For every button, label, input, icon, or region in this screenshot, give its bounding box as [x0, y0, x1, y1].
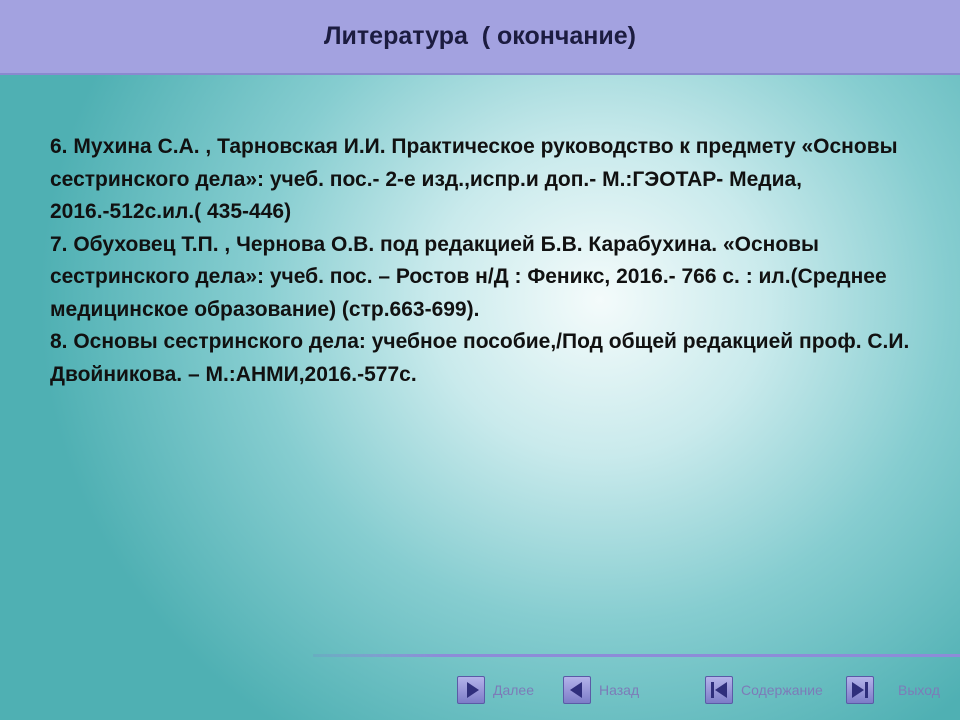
next-button[interactable]: [457, 676, 485, 704]
play-left-icon: [570, 682, 582, 698]
contents-label[interactable]: Содержание: [741, 682, 823, 698]
reference-item-8: 8. Основы сестринского дела: учебное пособие,/Под общей редакцией проф. С.И. Двойникова. – М.:АНМИ,2016.-577с.: [50, 330, 910, 386]
slide-header: [0, 0, 960, 75]
back-label[interactable]: Назад: [599, 682, 640, 698]
play-right-icon: [467, 682, 479, 698]
next-label[interactable]: Далее: [493, 682, 535, 698]
exit-button[interactable]: [846, 676, 874, 704]
slide-title: Литература ( окончание): [324, 22, 636, 50]
skip-to-end-icon: [852, 682, 868, 698]
skip-to-start-icon: [711, 682, 727, 698]
reference-item-7: 7. Обуховец Т.П. , Чернова О.В. под редакцией Б.В. Карабухина. «Основы сестринского дела»: учеб. пос. – Ростов н/Д : Феникс, 2016.- 766 с. : ил.(Среднее медицинское образование) (стр.663-699).: [50, 232, 887, 321]
reference-item-6: 6. Мухина С.А. , Тарновская И.И. Практическое руководство к предмету «Основы сестринского дела»: учеб. пос.- 2-е изд.,испр.и доп.- М.:ГЭОТАР- Медиа, 2016.-512с.ил.( 435-446): [50, 135, 898, 223]
back-button[interactable]: [563, 676, 591, 704]
contents-button[interactable]: [705, 676, 733, 704]
nav-divider: [313, 654, 960, 657]
next-nav[interactable]: [457, 674, 534, 706]
exit-nav[interactable]: [846, 674, 940, 706]
back-nav[interactable]: [563, 674, 639, 706]
reference-list: [50, 131, 910, 391]
exit-label[interactable]: Выход: [898, 682, 940, 698]
contents-nav[interactable]: [705, 674, 823, 706]
